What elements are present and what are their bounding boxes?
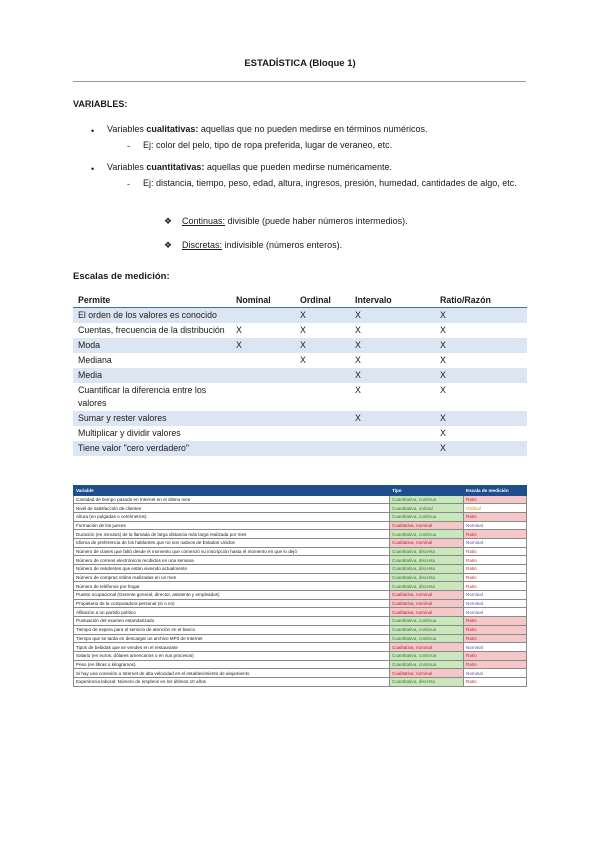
variable-name-cell: Altura (en pulgadas o centímetros)	[74, 512, 390, 521]
variable-name-cell: Propietario de la computadora personal (sí o no)	[74, 599, 390, 608]
discretas-text: indivisible (números enteros).	[222, 240, 343, 250]
cuantitativas-rest: aquellas que pueden medirse numéricamente.	[204, 162, 393, 172]
scales-row	[73, 338, 527, 353]
variable-scale-cell: Ratio	[464, 660, 527, 669]
variables-row	[74, 643, 527, 652]
variable-type-cell: Cualitativa, nominal	[390, 608, 464, 617]
variable-scale-cell: Ratio	[464, 634, 527, 643]
variables-table	[73, 485, 527, 687]
variable-scale-cell: Ratio	[464, 573, 527, 582]
variables-row	[74, 556, 527, 565]
variable-name-cell: Nivel de satisfacción de clientes	[74, 504, 390, 513]
scales-row	[73, 411, 527, 426]
variable-scale-cell: Nominal	[464, 521, 527, 530]
variable-type-cell: Cuantitativa, continua	[390, 634, 464, 643]
scales-row	[73, 441, 527, 456]
variable-name-cell: Tiempo de espera para el servicio de atención en el banco	[74, 625, 390, 634]
variable-name-cell: Puntuación del examen estandarizado	[74, 617, 390, 626]
variable-name-cell: Número de residentes que están viviendo actualmente	[74, 565, 390, 574]
variable-scale-cell: Ratio	[464, 582, 527, 591]
scales-mark-cell: X	[231, 338, 295, 353]
variable-type-cell: Cualitativa, nominal	[390, 521, 464, 530]
variable-type-cell: Cuantitativa, discreta	[390, 556, 464, 565]
scales-mark-cell	[350, 426, 435, 441]
variables-row	[74, 512, 527, 521]
scales-header-cell: Intervalo	[350, 292, 435, 308]
scales-header-cell: Permite	[73, 292, 231, 308]
variable-scale-cell: Nominal	[464, 538, 527, 547]
variable-scale-cell: Nominal	[464, 643, 527, 652]
variable-name-cell: Formación de los jueces	[74, 521, 390, 530]
scales-row	[73, 308, 527, 324]
variable-type-cell: Cuantitativa, discreta	[390, 677, 464, 686]
variables-row	[74, 617, 527, 626]
scales-row	[73, 383, 527, 411]
bullet-cuantitativas: •	[91, 164, 95, 174]
scales-mark-cell	[231, 383, 295, 411]
variable-name-cell: Afiliación a un partido político	[74, 608, 390, 617]
variable-type-cell: Cualitativa, nominal	[390, 591, 464, 600]
variable-type-cell: Cualitativa, nominal	[390, 669, 464, 678]
variable-scale-cell: Ratio	[464, 495, 527, 504]
bullet-cualitativas: •	[91, 126, 95, 136]
scales-mark-cell: X	[350, 338, 435, 353]
variable-name-cell: Número de clases que faltó desde el momento que comenzó su inscripción hasta el momento en que lo dejó	[74, 547, 390, 556]
scales-header-cell: Nominal	[231, 292, 295, 308]
cuantitativas-prefix: Variables	[107, 162, 147, 172]
variables-header-row	[74, 486, 527, 496]
scales-mark-cell: X	[295, 308, 350, 324]
variables-row	[74, 591, 527, 600]
variable-type-cell: Cuantitativa, discreta	[390, 582, 464, 591]
cuantitativas-term: cuantitativas:	[146, 162, 205, 172]
scales-mark-cell: X	[440, 428, 446, 438]
scales-permite-cell: Moda	[73, 338, 231, 353]
scales-mark-cell	[231, 368, 295, 383]
scales-row	[73, 353, 527, 368]
variable-type-cell: Cuantitativa, discreta	[390, 565, 464, 574]
variables-header-cell: Tipo	[390, 486, 464, 496]
variable-type-cell: Cuantitativa, continua	[390, 512, 464, 521]
dash-cuantitativas: -	[127, 179, 130, 189]
variable-type-cell: Cuantitativa, discreta	[390, 547, 464, 556]
variable-scale-cell: Ratio	[464, 565, 527, 574]
scales-mark-cell: X	[350, 368, 435, 383]
continuas-text: divisible (puede haber números intermedios).	[225, 216, 408, 226]
scales-mark-cell: X	[350, 308, 435, 324]
scales-mark-cell: X	[355, 325, 361, 335]
variables-row	[74, 660, 527, 669]
scales-permite-cell: Cuentas, frecuencia de la distribución	[78, 325, 225, 335]
scales-header-cell: Ordinal	[295, 292, 350, 308]
diamond-discretas: ❖	[164, 240, 173, 250]
scales-header-row	[73, 292, 527, 308]
variables-header-cell: Variable	[74, 486, 390, 496]
scales-mark-cell: X	[435, 308, 527, 324]
scales-mark-cell	[295, 368, 350, 383]
scales-permite-cell: Mediana	[78, 355, 112, 365]
scales-mark-cell	[231, 308, 295, 324]
variable-name-cell: Cantidad de tiempo pasado en Internet en el último mes	[74, 495, 390, 504]
variable-type-cell: Cuantitativa, continua	[390, 660, 464, 669]
variable-scale-cell: Ratio	[464, 556, 527, 565]
scales-permite-cell: Multiplicar y dividir valores	[78, 428, 181, 438]
variables-row	[74, 599, 527, 608]
variable-type-cell: Cuantitativa, ordinal	[390, 504, 464, 513]
cualitativas-term: cualitativas:	[146, 124, 199, 134]
cualitativas-rest: aquellas que no pueden medirse en términos numéricos.	[198, 124, 428, 134]
cualitativas-prefix: Variables	[107, 124, 147, 134]
variables-row	[74, 565, 527, 574]
variable-scale-cell: Nominal	[464, 608, 527, 617]
variables-row	[74, 651, 527, 660]
scales-mark-cell: X	[435, 441, 527, 456]
variable-name-cell: Idioma de preferencia de los hablantes que no son nativos de Estados Unidos	[74, 538, 390, 547]
variable-type-cell: Cuantitativa, continua	[390, 651, 464, 660]
variable-name-cell: Tiempo que se tarda en descargar un archivo MP3 de Internet	[74, 634, 390, 643]
variable-name-cell: Salario (en euros, dólares americanos o en sus procesos)	[74, 651, 390, 660]
variable-type-cell: Cuantitativa, continua	[390, 530, 464, 539]
scales-table	[73, 292, 527, 456]
variable-scale-cell: Nominal	[464, 669, 527, 678]
scales-header-cell: Ratio/Razón	[435, 292, 527, 308]
scales-row	[73, 368, 527, 383]
variables-row	[74, 521, 527, 530]
scales-mark-cell: X	[440, 355, 446, 365]
scales-row	[73, 426, 527, 441]
variable-scale-cell: Ratio	[464, 530, 527, 539]
variable-name-cell: Número de correos electrónicos recibidos en una semana	[74, 556, 390, 565]
variables-row	[74, 608, 527, 617]
scales-mark-cell: X	[440, 385, 446, 395]
variables-row	[74, 625, 527, 634]
cuantitativas-example: Ej: distancia, tiempo, peso, edad, altura, ingresos, presión, humedad, cantidades de algo, etc.	[143, 178, 517, 188]
scales-mark-cell: X	[295, 338, 350, 353]
discretas-definition	[182, 240, 342, 250]
scales-mark-cell	[295, 441, 350, 456]
scales-mark-cell	[350, 441, 435, 456]
scales-mark-cell: X	[435, 368, 527, 383]
scales-mark-cell	[231, 441, 295, 456]
scales-mark-cell: X	[355, 385, 361, 395]
scales-permite-cell: Tiene valor "cero verdadero"	[73, 441, 231, 456]
variable-name-cell: Si hay una conexión a Internet de alta velocidad en el establecimiento de alojamiento	[74, 669, 390, 678]
scales-permite-cell: Cuantificar la diferencia entre los valores	[78, 385, 207, 408]
title-divider	[73, 81, 526, 82]
variable-type-cell: Cualitativa, nominal	[390, 538, 464, 547]
variable-name-cell: Número de compras online realizadas en un mes	[74, 573, 390, 582]
variable-name-cell: Tipos de bebidas que se venden en el restaurante	[74, 643, 390, 652]
scales-mark-cell: X	[350, 411, 435, 426]
variable-scale-cell: Ordinal	[464, 504, 527, 513]
cuantitativas-definition	[107, 162, 392, 172]
variables-row	[74, 634, 527, 643]
dash-cualitativas: -	[127, 141, 130, 151]
scales-permite-cell: Sumar y rester valores	[73, 411, 231, 426]
variable-type-cell: Cuantitativa, discreta	[390, 573, 464, 582]
continuas-definition	[182, 216, 408, 226]
scales-mark-cell: X	[355, 355, 361, 365]
continuas-term: Continuas:	[182, 216, 226, 226]
variables-row	[74, 669, 527, 678]
variable-type-cell: Cualitativa, nominal	[390, 643, 464, 652]
variables-heading: VARIABLES:	[73, 99, 128, 109]
variable-type-cell: Cuantitativa, continua	[390, 617, 464, 626]
cualitativas-example: Ej: color del pelo, tipo de ropa preferida, lugar de veraneo, etc.	[143, 140, 393, 150]
variable-type-cell: Cuantitativa, continua	[390, 625, 464, 634]
scales-mark-cell	[231, 353, 295, 368]
variable-scale-cell: Ratio	[464, 625, 527, 634]
discretas-term: Discretas:	[182, 240, 223, 250]
variable-scale-cell: Nominal	[464, 591, 527, 600]
scales-mark-cell: X	[300, 325, 306, 335]
variables-row	[74, 504, 527, 513]
variables-row	[74, 582, 527, 591]
scales-mark-cell	[295, 426, 350, 441]
cualitativas-definition	[107, 124, 428, 134]
scales-mark-cell: X	[440, 325, 446, 335]
scales-permite-cell: El orden de los valores es conocido	[73, 308, 231, 324]
scales-mark-cell: X	[435, 411, 527, 426]
scales-row	[73, 323, 527, 338]
scales-mark-cell	[295, 383, 350, 411]
scales-mark-cell	[231, 426, 295, 441]
variable-type-cell: Cuantitativa, continua	[390, 495, 464, 504]
variables-row	[74, 495, 527, 504]
variable-scale-cell: Ratio	[464, 512, 527, 521]
variable-name-cell: Puesto ocupacional (Gerente general, director, asistente y empleados)	[74, 591, 390, 600]
variables-row	[74, 677, 527, 686]
variables-row	[74, 538, 527, 547]
variables-header-cell: Escala de medición	[464, 486, 527, 496]
variable-scale-cell: Ratio	[464, 547, 527, 556]
variable-name-cell: Peso (en libras o kilogramos)	[74, 660, 390, 669]
scales-heading: Escalas de medición:	[73, 271, 170, 282]
variable-type-cell: Cualitativa, nominal	[390, 599, 464, 608]
variable-scale-cell: Nominal	[464, 599, 527, 608]
variable-name-cell: Número de teléfonos por hogar	[74, 582, 390, 591]
scales-mark-cell	[231, 411, 295, 426]
scales-mark-cell	[295, 411, 350, 426]
variable-scale-cell: Ratio	[464, 651, 527, 660]
scales-permite-cell: Media	[73, 368, 231, 383]
scales-mark-cell: X	[236, 325, 242, 335]
variables-row	[74, 530, 527, 539]
variable-scale-cell: Ratio	[464, 677, 527, 686]
variables-row	[74, 547, 527, 556]
variable-scale-cell: Ratio	[464, 617, 527, 626]
diamond-continuas: ❖	[164, 216, 173, 226]
variable-name-cell: Duración (en minutos) de la llamada de larga distancia más larga realizada por mes	[74, 530, 390, 539]
variables-row	[74, 573, 527, 582]
scales-mark-cell: X	[435, 338, 527, 353]
scales-mark-cell: X	[300, 355, 306, 365]
variable-name-cell: Experiencia laboral: Número de empleos en los últimos 10 años	[74, 677, 390, 686]
page-title: ESTADÍSTICA (Bloque 1)	[244, 58, 356, 69]
